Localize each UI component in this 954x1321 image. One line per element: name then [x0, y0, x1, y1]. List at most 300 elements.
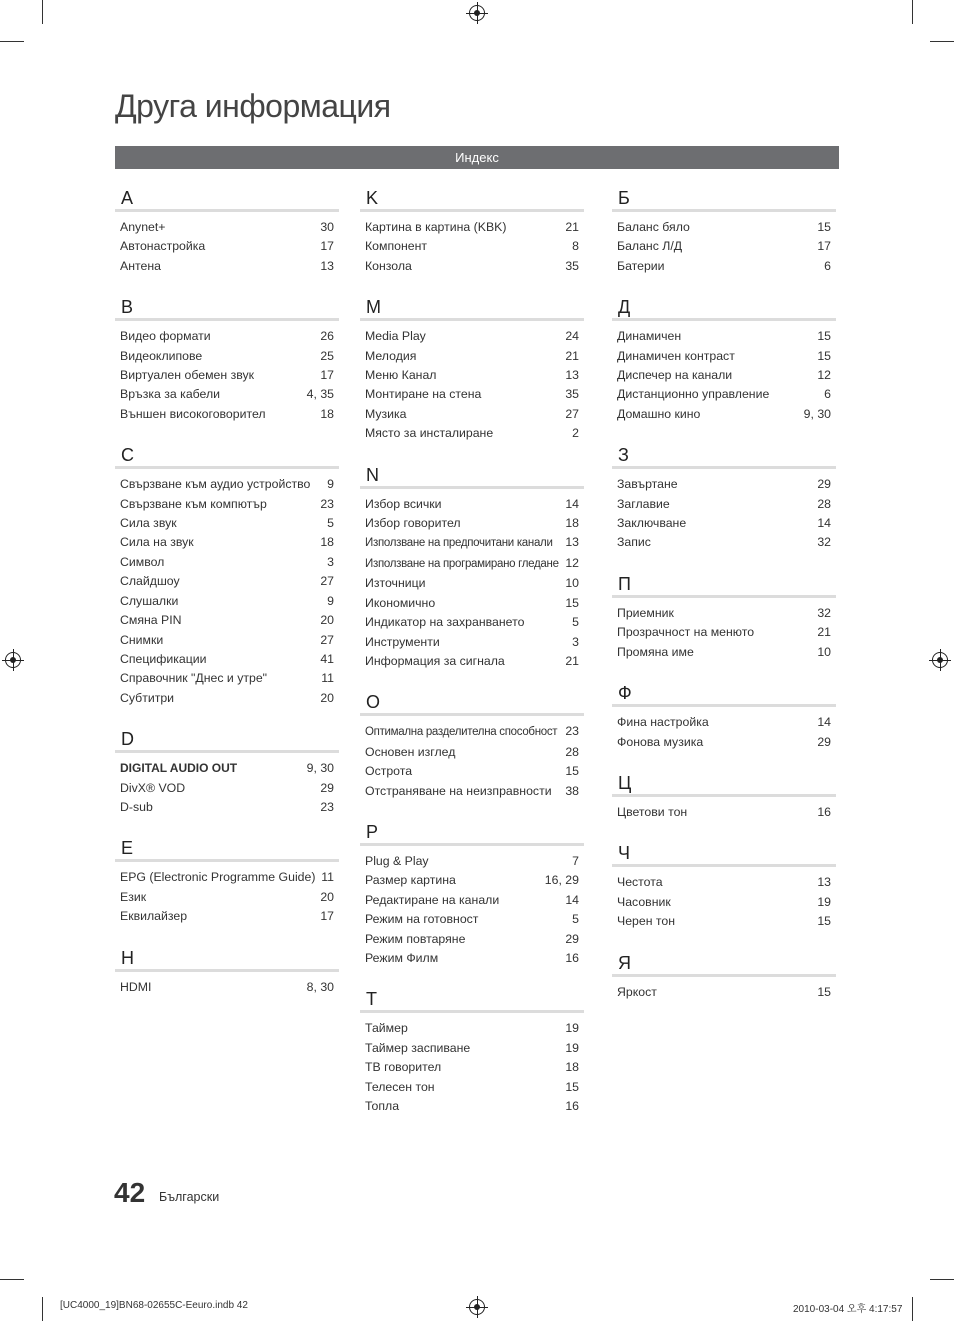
- entry-pages: 9, 30: [306, 761, 334, 776]
- index-entry: [360, 327, 584, 346]
- entry-pages: 15: [817, 914, 831, 929]
- index-entry: [360, 237, 584, 256]
- index-entry: [612, 604, 836, 623]
- index-section: [115, 444, 339, 708]
- index-entry: [115, 533, 339, 552]
- page-language: Български: [159, 1190, 220, 1204]
- registration-mark-icon: [469, 5, 485, 21]
- index-entry: [115, 514, 339, 533]
- entry-pages: 9, 30: [803, 406, 831, 421]
- print-timestamp: 2010-03-04 오후 4:17:57: [793, 1304, 903, 1315]
- index-section: [612, 573, 836, 662]
- entry-name: Диспечер на канали: [617, 368, 733, 383]
- entry-pages: 13: [565, 535, 579, 550]
- index-entry: [360, 743, 584, 762]
- index-entry: [360, 1078, 584, 1097]
- section-letter: Б: [612, 187, 836, 212]
- index-entry: [360, 762, 584, 781]
- entry-name: Икономично: [365, 595, 436, 610]
- entry-pages: 11: [321, 671, 334, 686]
- entry-name: Цветови тон: [617, 804, 688, 819]
- entry-pages: 6: [824, 258, 831, 273]
- index-entry: [612, 385, 836, 404]
- entry-name: Монтиране на стена: [365, 387, 482, 402]
- entry-list: [115, 475, 339, 708]
- index-entry: [115, 631, 339, 650]
- index-entry: [612, 405, 836, 424]
- entry-pages: 16, 29: [544, 873, 579, 888]
- index-entry: [115, 237, 339, 256]
- entry-name: Сила на звук: [120, 535, 194, 550]
- entry-pages: 5: [572, 615, 579, 630]
- entry-pages: 10: [565, 576, 579, 591]
- index-entry: [360, 218, 584, 237]
- entry-pages: 27: [565, 406, 579, 421]
- entry-name: Завъртане: [617, 477, 678, 492]
- entry-name: Запис: [617, 535, 651, 550]
- entry-pages: 2: [572, 426, 579, 441]
- index-section: [360, 187, 584, 276]
- entry-name: Яркост: [617, 984, 657, 999]
- entry-list: [360, 218, 584, 276]
- index-entry: [115, 572, 339, 591]
- index-entry: [612, 873, 836, 892]
- index-entry: [115, 611, 339, 630]
- crop-mark: [912, 1297, 913, 1321]
- entry-name: Снимки: [120, 632, 164, 647]
- entry-name: Отстраняване на неизправности: [365, 783, 552, 798]
- entry-pages: 18: [320, 406, 334, 421]
- index-entry: [360, 1058, 584, 1077]
- index-entry: [115, 218, 339, 237]
- crop-mark: [42, 1297, 43, 1321]
- entry-name: Дистанционно управление: [617, 387, 770, 402]
- entry-name: Режим повтаряне: [365, 931, 466, 946]
- entry-pages: 13: [565, 368, 579, 383]
- entry-pages: 16: [565, 1099, 579, 1113]
- entry-name: Източници: [365, 576, 426, 591]
- entry-pages: 29: [817, 477, 831, 492]
- entry-pages: 38: [565, 783, 579, 798]
- entry-pages: 17: [320, 239, 334, 254]
- entry-name: Мелодия: [365, 348, 417, 363]
- entry-name: Размер картина: [365, 873, 456, 888]
- entry-pages: 30: [320, 220, 334, 234]
- entry-pages: 17: [320, 909, 334, 924]
- entry-pages: 12: [817, 368, 831, 383]
- index-section: [612, 187, 836, 276]
- entry-pages: 18: [320, 535, 334, 550]
- entry-list: [612, 713, 836, 752]
- entry-list: [612, 218, 836, 276]
- entry-name: Индикатор на захранването: [365, 615, 525, 630]
- entry-pages: 16: [817, 804, 831, 819]
- entry-pages: 35: [565, 387, 579, 402]
- entry-list: [612, 327, 836, 424]
- index-entry: [360, 574, 584, 593]
- index-entry: [612, 327, 836, 346]
- index-entry: [612, 257, 836, 276]
- section-letter: C: [115, 444, 339, 469]
- index-section: [612, 952, 836, 1002]
- entry-pages: 20: [320, 690, 334, 705]
- index-entry: [360, 405, 584, 424]
- entry-name: Музика: [365, 406, 407, 421]
- index-entry: [360, 533, 584, 553]
- index-entry: [115, 868, 339, 887]
- index-entry: [115, 779, 339, 798]
- entry-pages: 23: [320, 799, 334, 814]
- index-entry: [360, 871, 584, 890]
- section-letter: П: [612, 573, 836, 598]
- entry-name: Инструменти: [365, 634, 440, 649]
- index-section: [360, 821, 584, 968]
- entry-name: Видеоклипове: [120, 348, 203, 363]
- entry-name: Място за инсталиране: [365, 426, 494, 441]
- entry-list: [115, 218, 339, 276]
- index-entry: [115, 798, 339, 817]
- entry-name: Баланс бяло: [617, 220, 690, 234]
- entry-pages: 15: [817, 348, 831, 363]
- crop-mark: [930, 1279, 954, 1280]
- entry-pages: 23: [320, 496, 334, 511]
- entry-name: Таймер: [365, 1021, 408, 1036]
- entry-name: Заключване: [617, 516, 687, 531]
- entry-name: Картина в картина (KBK): [365, 220, 507, 234]
- index-entry: [115, 978, 339, 997]
- page-number: 42: [114, 1177, 146, 1208]
- entry-pages: 29: [320, 780, 334, 795]
- entry-name: Свързване към компютър: [120, 496, 267, 511]
- section-letter: P: [360, 821, 584, 846]
- registration-mark-icon: [5, 652, 21, 668]
- index-entry: [360, 514, 584, 533]
- index-entry: [115, 592, 339, 611]
- entry-pages: 8, 30: [306, 979, 334, 994]
- registration-mark-icon: [469, 1299, 485, 1315]
- entry-name: Фина настройка: [617, 715, 709, 730]
- section-letter: Я: [612, 952, 836, 977]
- index-entry: [115, 495, 339, 514]
- entry-pages: 28: [817, 496, 831, 511]
- index-entry: [115, 475, 339, 494]
- section-letter: O: [360, 691, 584, 716]
- entry-pages: 15: [565, 764, 579, 779]
- crop-mark: [930, 41, 954, 42]
- entry-list: [115, 978, 339, 997]
- entry-name: Свързване към аудио устройство: [120, 477, 311, 492]
- index-entry: [612, 623, 836, 642]
- entry-pages: 21: [817, 625, 831, 640]
- index-entry: [360, 633, 584, 652]
- index-entry: [115, 405, 339, 424]
- entry-pages: 11: [321, 870, 334, 885]
- entry-list: [360, 1019, 584, 1116]
- entry-name: Баланс Л/Д: [617, 239, 683, 254]
- index-entry: [115, 385, 339, 404]
- entry-name: EPG (Electronic Programme Guide): [120, 870, 316, 885]
- entry-name: D-sub: [120, 799, 153, 814]
- entry-name: Външен високоговорител: [120, 406, 266, 421]
- index-entry: [612, 643, 836, 662]
- entry-pages: 32: [817, 535, 831, 550]
- entry-name: Media Play: [365, 329, 426, 344]
- entry-list: [115, 759, 339, 817]
- crop-mark: [42, 0, 43, 24]
- entry-pages: 14: [565, 892, 579, 907]
- entry-pages: 5: [572, 912, 579, 927]
- index-section: [115, 947, 339, 997]
- index-entry: [612, 366, 836, 385]
- entry-name: ТВ говорител: [365, 1060, 442, 1075]
- entry-pages: 13: [817, 875, 831, 890]
- entry-pages: 19: [565, 1021, 579, 1036]
- index-entry: [115, 888, 339, 907]
- index-entry: [612, 514, 836, 533]
- entry-pages: 17: [817, 239, 831, 254]
- entry-pages: 6: [824, 387, 831, 402]
- section-letter: D: [115, 728, 339, 753]
- entry-pages: 10: [817, 644, 831, 659]
- section-letter: H: [115, 947, 339, 972]
- index-entry: [360, 652, 584, 671]
- index-entry: [115, 347, 339, 366]
- entry-list: [612, 475, 836, 553]
- crop-mark: [0, 41, 24, 42]
- entry-list: [360, 722, 584, 801]
- index-section: [612, 682, 836, 752]
- entry-pages: 15: [817, 329, 831, 344]
- entry-list: [360, 495, 584, 672]
- entry-name: Справочник "Днес и утре": [120, 671, 268, 686]
- index-entry: [115, 553, 339, 572]
- entry-pages: 21: [565, 653, 579, 668]
- entry-name: Спецификации: [120, 651, 207, 666]
- index-entry: [360, 722, 584, 742]
- index-entry: [360, 366, 584, 385]
- entry-list: [612, 873, 836, 931]
- index-section: [360, 296, 584, 443]
- entry-name: Компонент: [365, 239, 428, 254]
- entry-name: Острота: [365, 764, 413, 779]
- section-letter: Д: [612, 296, 836, 321]
- section-letter: З: [612, 444, 836, 469]
- index-entry: [360, 930, 584, 949]
- index-entry: [360, 424, 584, 443]
- section-letter: M: [360, 296, 584, 321]
- entry-pages: 7: [572, 853, 579, 868]
- entry-name: Таймер заспиване: [365, 1040, 471, 1055]
- entry-pages: 18: [565, 516, 579, 531]
- entry-pages: 17: [320, 368, 334, 383]
- section-letter: K: [360, 187, 584, 212]
- section-letter: E: [115, 837, 339, 862]
- entry-pages: 32: [817, 605, 831, 620]
- index-entry: [360, 782, 584, 801]
- entry-list: [360, 327, 584, 443]
- index-section: [612, 444, 836, 553]
- section-letter: B: [115, 296, 339, 321]
- index-entry: [612, 912, 836, 931]
- entry-name: Меню Канал: [365, 368, 437, 383]
- index-entry: [360, 594, 584, 613]
- entry-pages: 41: [320, 651, 334, 666]
- crop-mark: [912, 0, 913, 24]
- index-banner: Индекс: [115, 146, 839, 169]
- index-entry: [360, 910, 584, 929]
- entry-list: [115, 868, 339, 926]
- index-entry: [360, 891, 584, 910]
- index-entry: [612, 218, 836, 237]
- entry-name: Промяна име: [617, 644, 694, 659]
- entry-name: Домашно кино: [617, 406, 701, 421]
- entry-pages: 25: [320, 348, 334, 363]
- entry-pages: 20: [320, 613, 334, 628]
- entry-name: Динамичен контраст: [617, 348, 735, 363]
- index-section: [115, 296, 339, 424]
- index-entry: [360, 385, 584, 404]
- entry-name: Прозрачност на менюто: [617, 625, 755, 640]
- index-section: [115, 187, 339, 276]
- index-section: [612, 772, 836, 822]
- entry-name: Автонастройка: [120, 239, 206, 254]
- entry-name: Антена: [120, 258, 161, 273]
- entry-pages: 14: [565, 496, 579, 511]
- entry-pages: 9: [327, 477, 334, 492]
- entry-pages: 21: [565, 348, 579, 363]
- entry-name: Часовник: [617, 894, 671, 909]
- entry-list: [115, 327, 339, 424]
- index-entry: [115, 366, 339, 385]
- entry-pages: 12: [565, 555, 579, 570]
- index-entry: [360, 495, 584, 514]
- entry-pages: 19: [565, 1040, 579, 1055]
- section-letter: N: [360, 464, 584, 489]
- index-entry: [115, 689, 339, 708]
- index-entry: [612, 475, 836, 494]
- entry-name: Избор всички: [365, 496, 442, 511]
- index-entry: [360, 1019, 584, 1038]
- entry-pages: 14: [817, 715, 831, 730]
- entry-pages: 18: [565, 1060, 579, 1075]
- entry-list: [360, 852, 584, 968]
- entry-list: [612, 604, 836, 662]
- entry-name: Виртуален обемен звук: [120, 368, 254, 383]
- index-entry: [612, 533, 836, 552]
- index-entry: [612, 803, 836, 822]
- index-entry: [360, 1039, 584, 1058]
- index-entry: [612, 237, 836, 256]
- entry-name: Видео формати: [120, 329, 211, 344]
- entry-name: Субтитри: [120, 690, 175, 705]
- entry-pages: 35: [565, 258, 579, 273]
- entry-name: Режим Филм: [365, 950, 439, 965]
- index-section: [115, 728, 339, 817]
- section-letter: A: [115, 187, 339, 212]
- entry-name: Редактиране на канали: [365, 892, 500, 907]
- entry-name: Слайдшоу: [120, 574, 180, 589]
- index-section: [360, 691, 584, 801]
- entry-pages: 21: [565, 220, 579, 234]
- entry-name: Слушалки: [120, 593, 179, 608]
- entry-name: Plug & Play: [365, 853, 429, 868]
- entry-pages: 27: [320, 632, 334, 647]
- section-letter: Ф: [612, 682, 836, 707]
- entry-name: Основен изглед: [365, 744, 456, 759]
- entry-name: Използване на предпочитани канали: [365, 537, 553, 550]
- index-entry: [360, 554, 584, 574]
- entry-name: Режим на готовност: [365, 912, 479, 927]
- entry-name: Батерии: [617, 258, 665, 273]
- entry-pages: 16: [565, 950, 579, 965]
- entry-pages: 20: [320, 889, 334, 904]
- index-entry: [115, 907, 339, 926]
- index-entry: [115, 327, 339, 346]
- entry-pages: 3: [327, 554, 334, 569]
- entry-name: Заглавие: [617, 496, 670, 511]
- entry-name: Информация за сигнала: [365, 653, 505, 668]
- index-entry: [612, 495, 836, 514]
- section-letter: Ц: [612, 772, 836, 797]
- entry-list: [612, 803, 836, 822]
- entry-name: DivX® VOD: [120, 780, 186, 795]
- entry-pages: 4, 35: [306, 387, 334, 402]
- index-entry: [612, 347, 836, 366]
- entry-pages: 9: [327, 593, 334, 608]
- registration-mark-icon: [932, 652, 948, 668]
- entry-pages: 5: [327, 516, 334, 531]
- index-entry: [612, 893, 836, 912]
- entry-name: Приемник: [617, 605, 674, 620]
- index-entry: [115, 669, 339, 688]
- entry-pages: 28: [565, 744, 579, 759]
- entry-name: DIGITAL AUDIO OUT: [120, 761, 238, 776]
- page-title: Друга информация: [115, 88, 391, 124]
- entry-pages: 15: [565, 595, 579, 610]
- index-column-3: [612, 187, 836, 1022]
- index-entry: [115, 257, 339, 276]
- index-section: [612, 842, 836, 931]
- entry-pages: 8: [572, 239, 579, 254]
- index-section: [360, 988, 584, 1116]
- entry-list: [612, 983, 836, 1002]
- entry-name: Връзка за кабели: [120, 387, 221, 402]
- entry-name: HDMI: [120, 979, 152, 994]
- index-entry: [360, 949, 584, 968]
- index-entry: [612, 983, 836, 1002]
- index-entry: [115, 759, 339, 778]
- index-column-1: [115, 187, 339, 1017]
- entry-name: Език: [120, 889, 147, 904]
- entry-pages: 14: [817, 516, 831, 531]
- entry-pages: 29: [817, 734, 831, 749]
- index-column-2: [360, 187, 584, 1136]
- entry-name: Топла: [365, 1099, 400, 1113]
- entry-pages: 15: [817, 220, 831, 234]
- entry-pages: 19: [817, 894, 831, 909]
- entry-pages: 15: [565, 1079, 579, 1094]
- entry-name: Оптимална разделителна способност: [365, 726, 558, 739]
- index-section: [360, 464, 584, 672]
- index-entry: [360, 347, 584, 366]
- entry-pages: 23: [565, 724, 579, 739]
- entry-name: Използване на програмирано гледане: [365, 557, 559, 570]
- entry-name: Фонова музика: [617, 734, 704, 749]
- entry-name: Anynet+: [120, 220, 166, 234]
- entry-pages: 24: [565, 329, 579, 344]
- section-letter: T: [360, 988, 584, 1013]
- index-entry: [360, 257, 584, 276]
